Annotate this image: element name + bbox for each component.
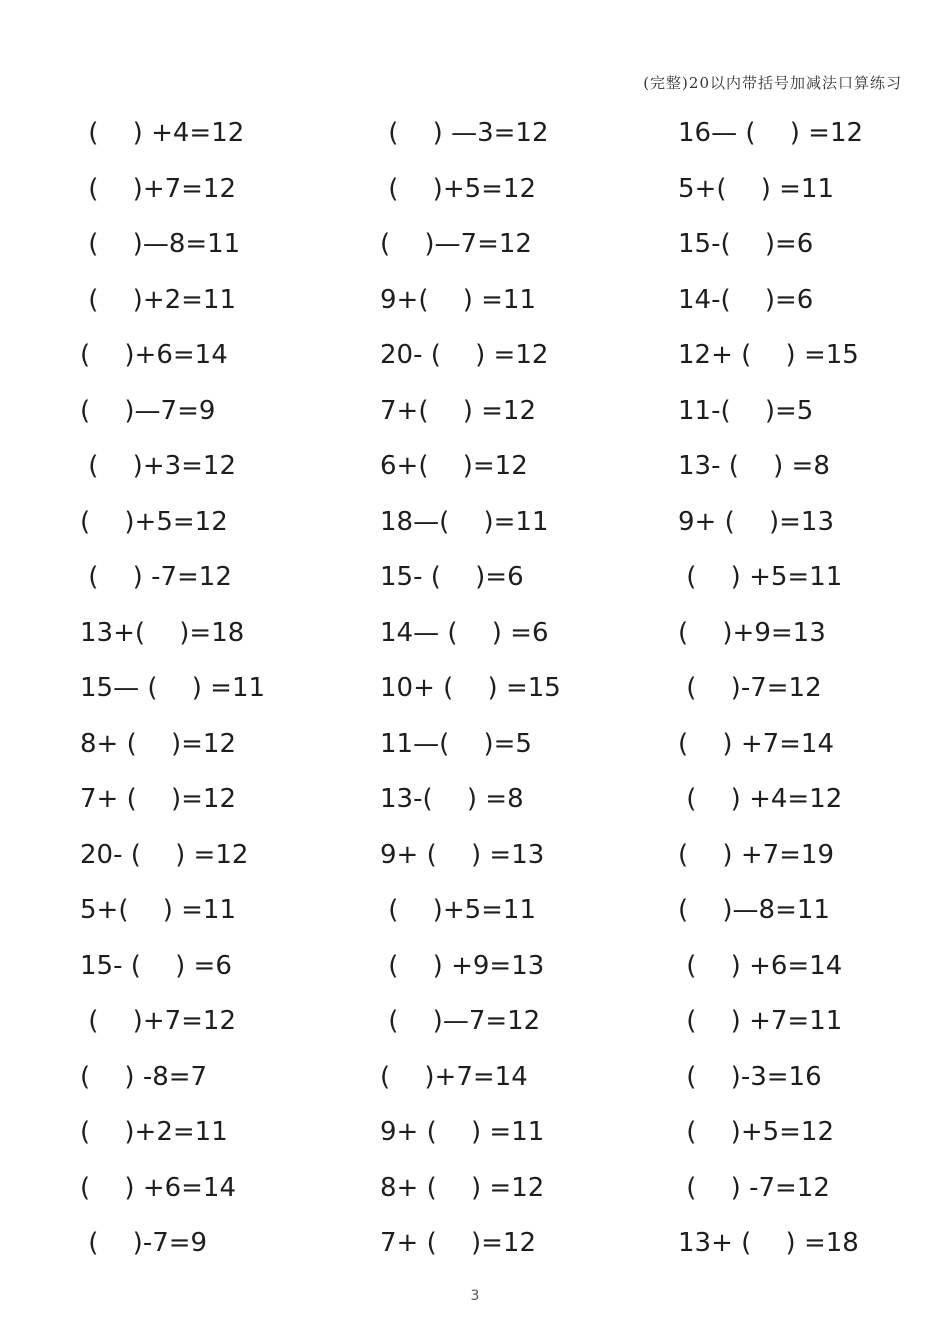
math-problem: 13+( )=18: [80, 617, 245, 648]
math-problem: 6+( )=12: [380, 451, 528, 481]
math-problem: 15— ( ) =11: [80, 673, 266, 703]
math-problem: 20- ( ) =12: [380, 340, 549, 370]
math-problem: 7+ ( )=12: [380, 1228, 537, 1258]
math-problem: 15-( )=6: [678, 229, 814, 259]
math-problem: 11-( )=5: [678, 395, 814, 426]
math-problem: ( )+5=12: [80, 506, 228, 537]
math-problem: 7+ ( )=12: [80, 784, 237, 814]
math-problem: 11—( )=5: [380, 728, 532, 759]
math-problem: ( )+6=14: [80, 340, 228, 370]
worksheet-title: (完整)20以内带括号加减法口算练习: [643, 74, 902, 92]
math-problem: 5+( ) =11: [678, 173, 835, 204]
problem-column-3: [678, 106, 863, 1272]
math-problem: 15- ( )=6: [380, 562, 524, 592]
math-problem: ( ) -7=12: [678, 1172, 830, 1203]
math-problem: 9+ ( )=13: [678, 506, 835, 537]
math-problem: ( ) -7=12: [80, 562, 232, 592]
math-problem: ( ) +7=11: [678, 1006, 843, 1036]
math-problem: 12+ ( ) =15: [678, 340, 859, 370]
problem-column-1: [80, 106, 265, 1272]
math-problem: 9+( ) =11: [380, 284, 537, 315]
math-problem: ( )—7=12: [380, 1006, 541, 1036]
math-problem: ( ) +7=19: [678, 839, 835, 870]
math-problem: 8+ ( ) =12: [380, 1172, 545, 1203]
math-problem: ( ) +7=14: [678, 728, 835, 759]
math-problem: ( )—7=9: [80, 395, 216, 426]
math-problem: ( ) -8=7: [80, 1061, 208, 1092]
math-problem: 14— ( ) =6: [380, 617, 549, 648]
page-number: 3: [470, 1288, 480, 1304]
math-problem: ( )+9=13: [678, 617, 826, 648]
math-problem: 7+( ) =12: [380, 395, 537, 426]
math-problem: ( )+5=12: [380, 173, 537, 204]
math-problem: 13+ ( ) =18: [678, 1228, 859, 1258]
math-problem: 13-( ) =8: [380, 784, 524, 814]
math-problem: ( ) +4=12: [80, 118, 245, 148]
math-problem: 15- ( ) =6: [80, 950, 232, 981]
math-problem: 5+( ) =11: [80, 895, 237, 925]
math-problem: ( )+7=12: [80, 1006, 237, 1036]
math-problem: 13- ( ) =8: [678, 451, 830, 481]
math-problem: 9+ ( ) =11: [380, 1117, 545, 1147]
math-problem: ( )—8=11: [678, 895, 830, 925]
math-problem: 10+ ( ) =15: [380, 673, 561, 703]
math-problem: ( ) +5=11: [678, 562, 843, 592]
math-problem: 18—( )=11: [380, 506, 549, 537]
math-problem: ( ) +6=14: [80, 1172, 237, 1203]
math-problem: ( )+5=11: [380, 895, 537, 925]
math-problem: ( )+7=12: [80, 173, 237, 204]
math-problem: ( )—7=12: [380, 229, 532, 259]
math-problem: 9+ ( ) =13: [380, 839, 545, 870]
math-problem: ( )+7=14: [380, 1061, 528, 1092]
math-problem: 16— ( ) =12: [678, 118, 864, 148]
math-problem: 8+ ( )=12: [80, 728, 237, 759]
math-problem: ( )+2=11: [80, 1117, 228, 1147]
math-problem: ( ) +4=12: [678, 784, 843, 814]
math-problem: ( ) +9=13: [380, 950, 545, 981]
math-problem: ( )+3=12: [80, 451, 237, 481]
math-problem: ( )+2=11: [80, 284, 237, 315]
math-problem: ( )+5=12: [678, 1117, 835, 1147]
math-problem: 20- ( ) =12: [80, 839, 249, 870]
math-problem: ( ) +6=14: [678, 950, 843, 981]
math-problem: ( )—8=11: [80, 229, 241, 259]
math-problem: ( )-3=16: [678, 1061, 822, 1092]
math-problem: ( )-7=9: [80, 1228, 208, 1258]
math-problem: ( )-7=12: [678, 673, 822, 703]
math-problem: 14-( )=6: [678, 284, 814, 315]
math-problem: ( ) —3=12: [380, 118, 549, 148]
problem-column-2: [380, 106, 561, 1272]
